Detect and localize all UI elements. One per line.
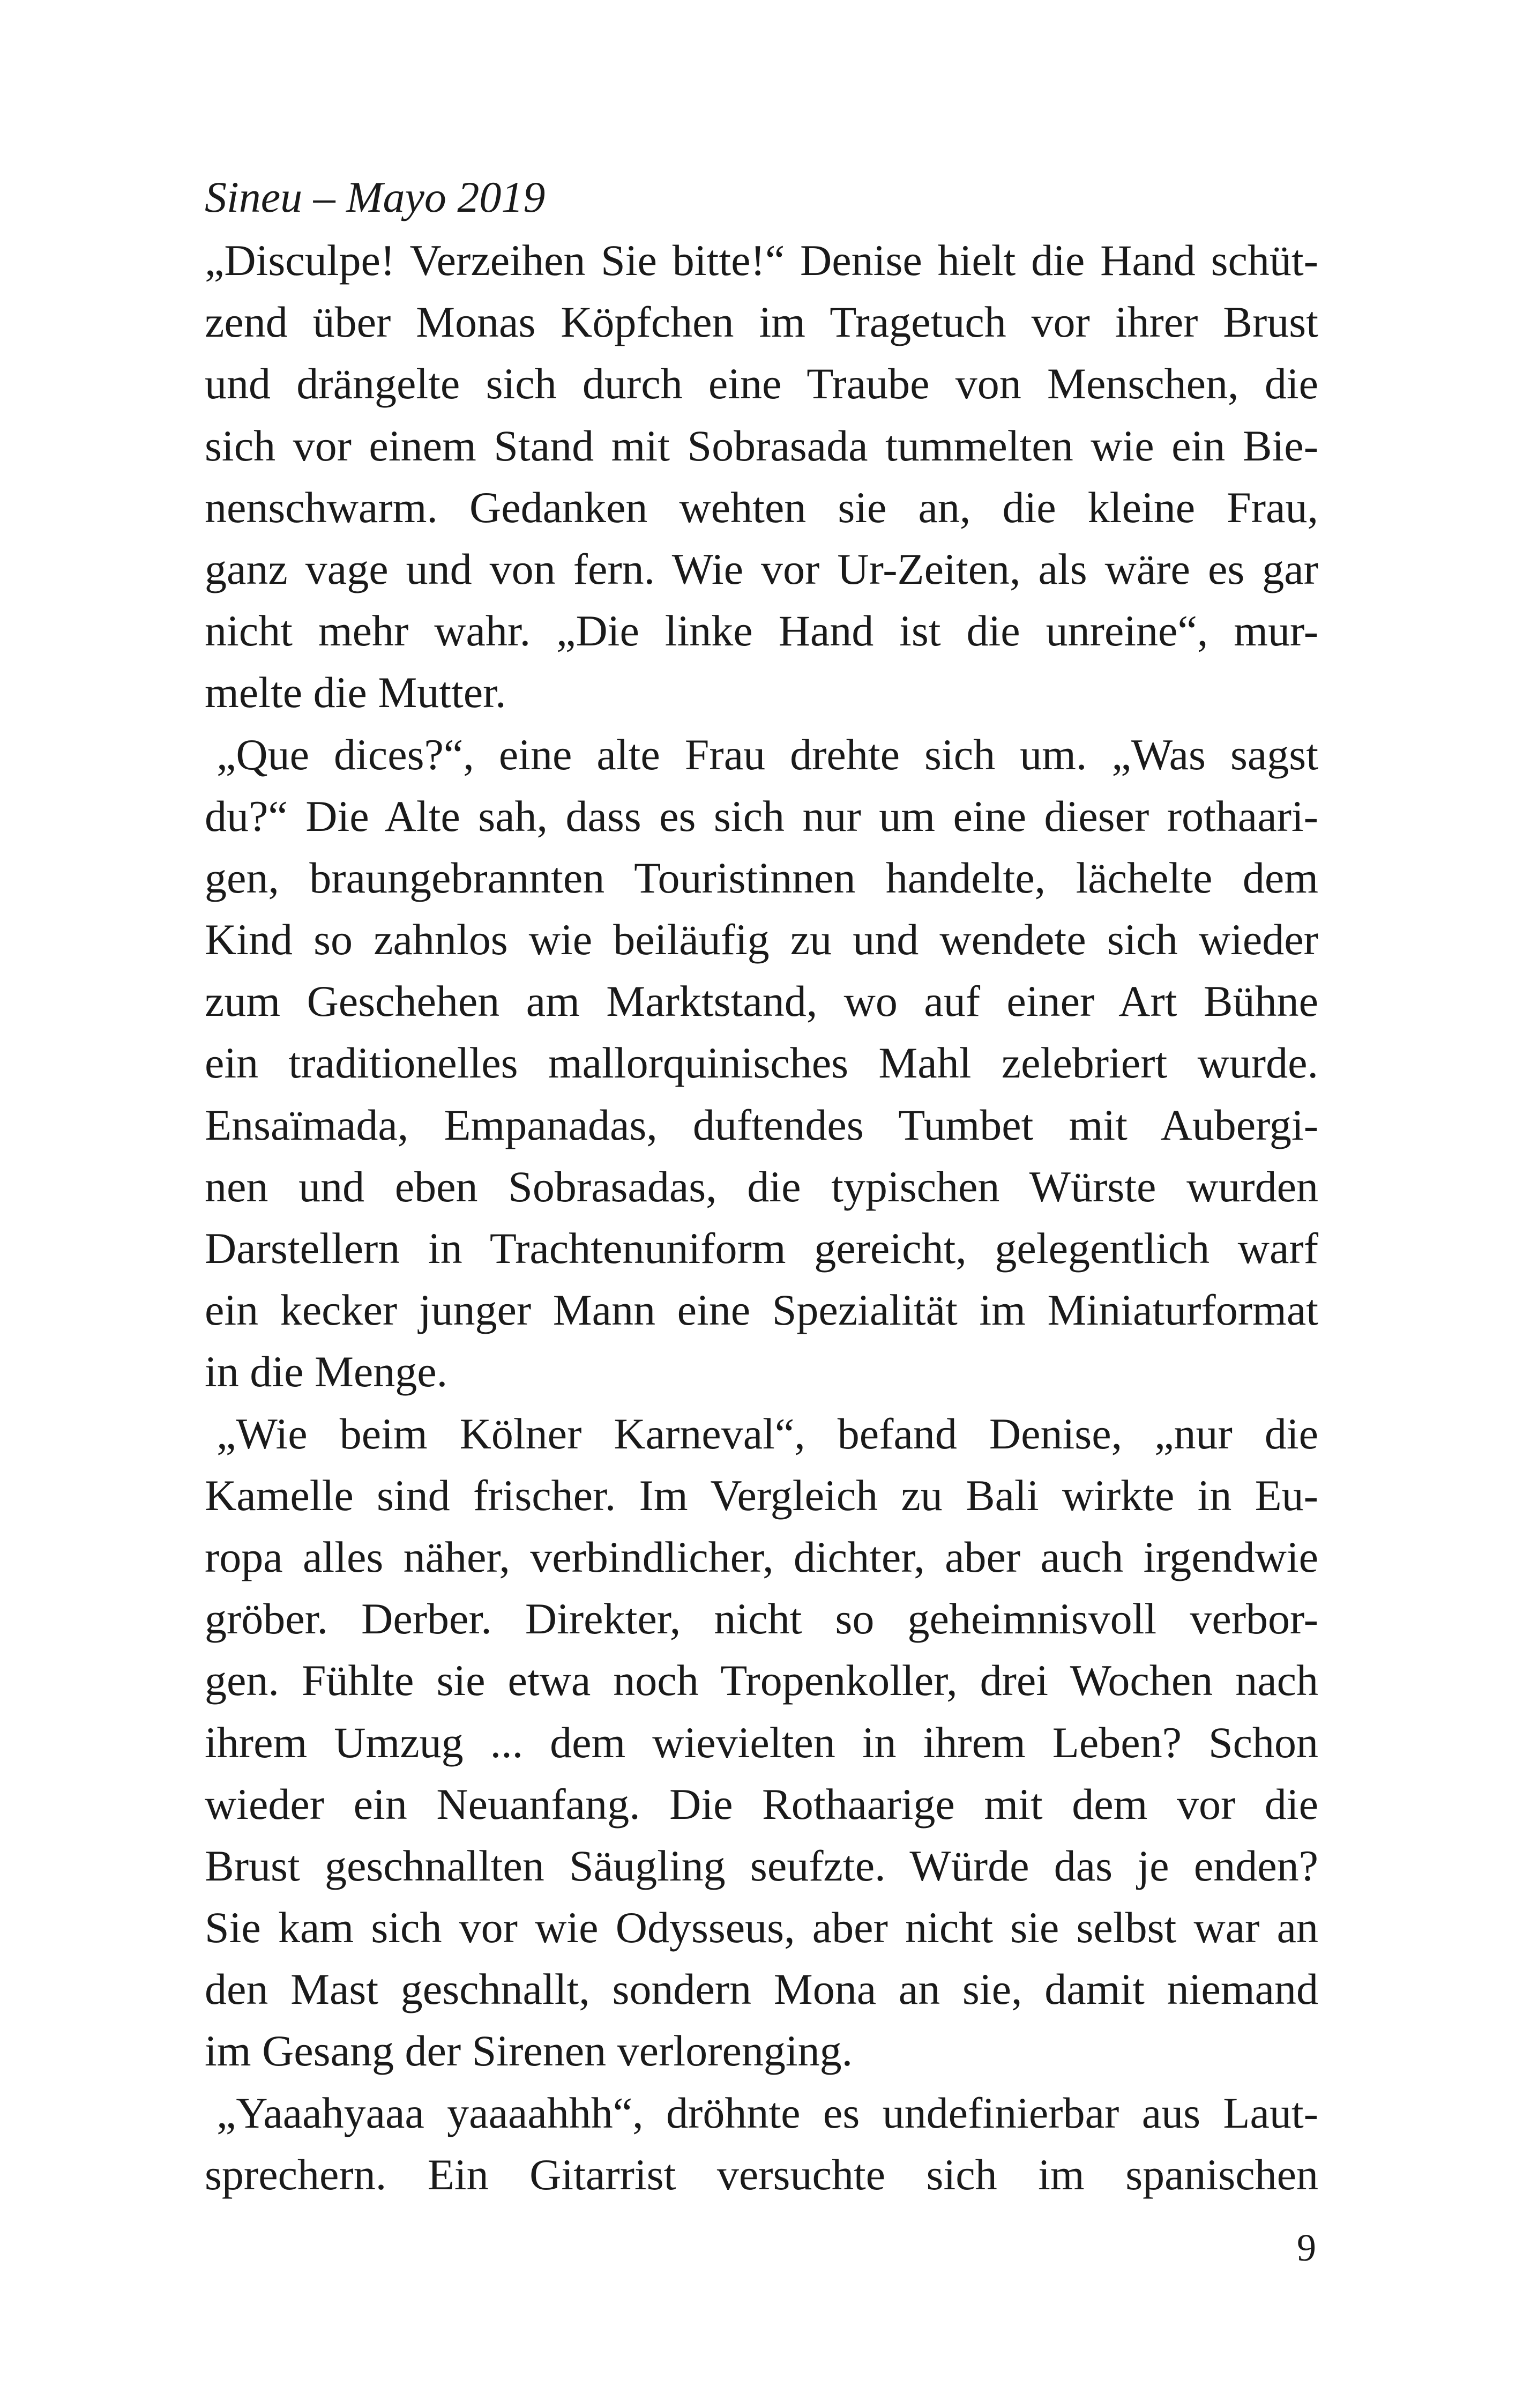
text-line: „Wie beim Kölner Karneval“, befand Denise, „nur die	[216, 1409, 1318, 1458]
text-line: Ensaïmada, Empanadas, duftendes Tumbet mit Aubergi-	[205, 1100, 1318, 1149]
text-line: du?“ Die Alte sah, dass es sich nur um eine dieser rothaari-	[205, 791, 1318, 841]
page-number: 9	[1297, 2226, 1316, 2269]
body-text	[205, 229, 1318, 2205]
text-line: ganz vage und von fern. Wie vor Ur-Zeiten, als wäre es gar	[205, 544, 1318, 593]
text-line: in die Menge.	[205, 1347, 448, 1396]
text-line: zum Geschehen am Marktstand, wo auf einer Art Bühne	[205, 977, 1318, 1026]
text-line: gröber. Derber. Direkter, nicht so geheimnisvoll verbor-	[205, 1594, 1318, 1644]
text-line: den Mast geschnallt, sondern Mona an sie, damit niemand	[205, 1965, 1318, 2014]
text-line: ropa alles näher, verbindlicher, dichter, aber auch irgendwie	[205, 1532, 1318, 1581]
text-line: im Gesang der Sirenen verlorenging.	[205, 2026, 853, 2076]
text-line: Kamelle sind frischer. Im Vergleich zu Bali wirkte in Eu-	[205, 1470, 1318, 1520]
text-line: „Que dices?“, eine alte Frau drehte sich um. „Was sagst	[216, 730, 1318, 779]
text-line: sich vor einem Stand mit Sobrasada tummelten wie ein Bie-	[205, 421, 1318, 470]
text-line: Brust geschnallten Säugling seufzte. Würde das je enden?	[205, 1841, 1318, 1890]
text-line: nicht mehr wahr. „Die linke Hand ist die unreine“, mur-	[205, 606, 1318, 656]
text-line: zend über Monas Köpfchen im Tragetuch vor ihrer Brust	[205, 298, 1318, 347]
text-line: Sie kam sich vor wie Odysseus, aber nicht sie selbst war an	[205, 1903, 1318, 1952]
text-line: ein kecker junger Mann eine Spezialität im Miniaturformat	[205, 1285, 1318, 1335]
text-line: ein traditionelles mallorquinisches Mahl zelebriert wurde.	[205, 1038, 1318, 1088]
text-line: wieder ein Neuanfang. Die Rothaarige mit dem vor die	[205, 1779, 1318, 1829]
text-line: „Yaaahyaaa yaaaahhh“, dröhnte es undefinierbar aus Laut-	[216, 2088, 1318, 2137]
text-line: sprechern. Ein Gitarrist versuchte sich im spanischen	[205, 2150, 1318, 2199]
text-line: „Disculpe! Verzeihen Sie bitte!“ Denise hielt die Hand schüt-	[205, 236, 1318, 285]
text-line: gen. Fühlte sie etwa noch Tropenkoller, drei Wochen nach	[205, 1656, 1318, 1705]
text-line: nen und eben Sobrasadas, die typischen Würste wurden	[205, 1162, 1318, 1211]
chapter-heading: Sineu – Mayo 2019	[205, 173, 546, 221]
text-line: Darstellern in Trachtenuniform gereicht, gelegentlich warf	[205, 1224, 1318, 1273]
text-line: und drängelte sich durch eine Traube von Menschen, die	[205, 359, 1318, 408]
text-line: Kind so zahnlos wie beiläufig zu und wendete sich wieder	[205, 915, 1318, 964]
text-line: ihrem Umzug ... dem wievielten in ihrem Leben? Schon	[205, 1718, 1318, 1767]
text-line: nenschwarm. Gedanken wehten sie an, die kleine Frau,	[205, 482, 1318, 532]
text-line: gen, braungebrannten Touristinnen handelte, lächelte dem	[205, 853, 1318, 902]
text-line: melte die Mutter.	[205, 668, 506, 717]
